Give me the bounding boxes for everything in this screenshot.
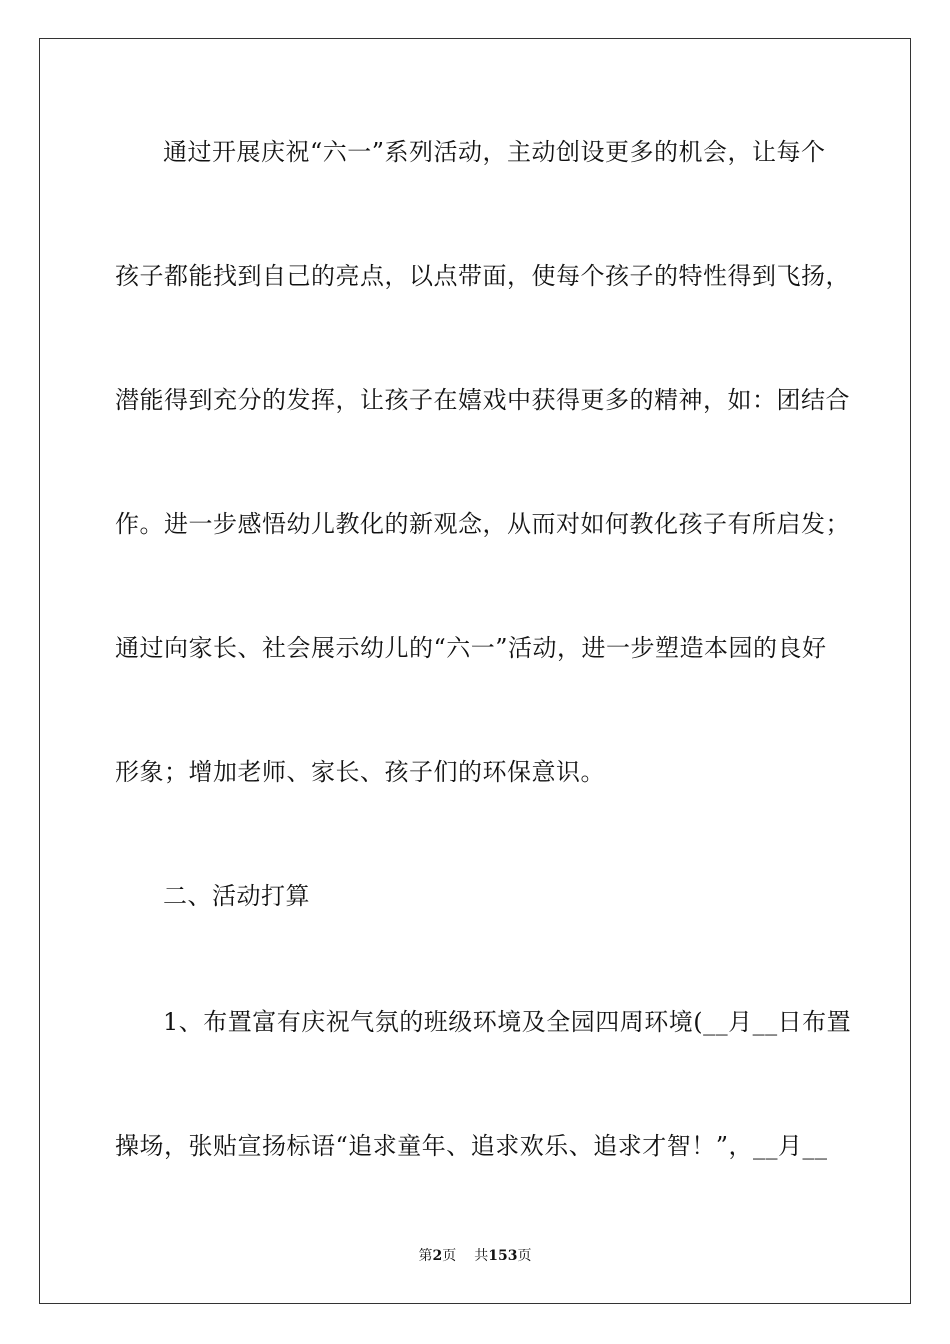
total-suffix: 页 [517,1248,532,1264]
list-item-line-2: 操场，张贴宣扬标语“追求童年、追求欢乐、追求才智！”，__月__ [115,1132,828,1160]
page-border [39,38,911,1304]
paragraph-line-5: 通过向家长、社会展示幼儿的“六一”活动，进一步塑造本园的良好 [115,634,827,662]
page-suffix: 页 [442,1248,457,1264]
total-prefix: 共 [474,1248,489,1264]
total-pages: 153 [488,1248,518,1264]
paragraph-line-1: 通过开展庆祝“六一”系列活动，主动创设更多的机会，让每个 [163,138,826,166]
page-prefix: 第 [418,1248,433,1264]
paragraph-line-6: 形象；增加老师、家长、孩子们的环保意识。 [115,758,605,786]
section-heading: 二、活动打算 [163,882,310,910]
paragraph-line-4: 作。进一步感悟幼儿教化的新观念，从而对如何教化孩子有所启发； [115,510,850,538]
paragraph-line-3: 潜能得到充分的发挥，让孩子在嬉戏中获得更多的精神，如：团结合 [115,386,850,414]
page-footer [0,1247,950,1265]
list-item-line-1: 1、布置富有庆祝气氛的班级环境及全园四周环境(__月__日布置 [163,1008,852,1036]
paragraph-line-2: 孩子都能找到自己的亮点，以点带面，使每个孩子的特性得到飞扬， [115,262,850,290]
page-number: 2 [432,1248,443,1264]
